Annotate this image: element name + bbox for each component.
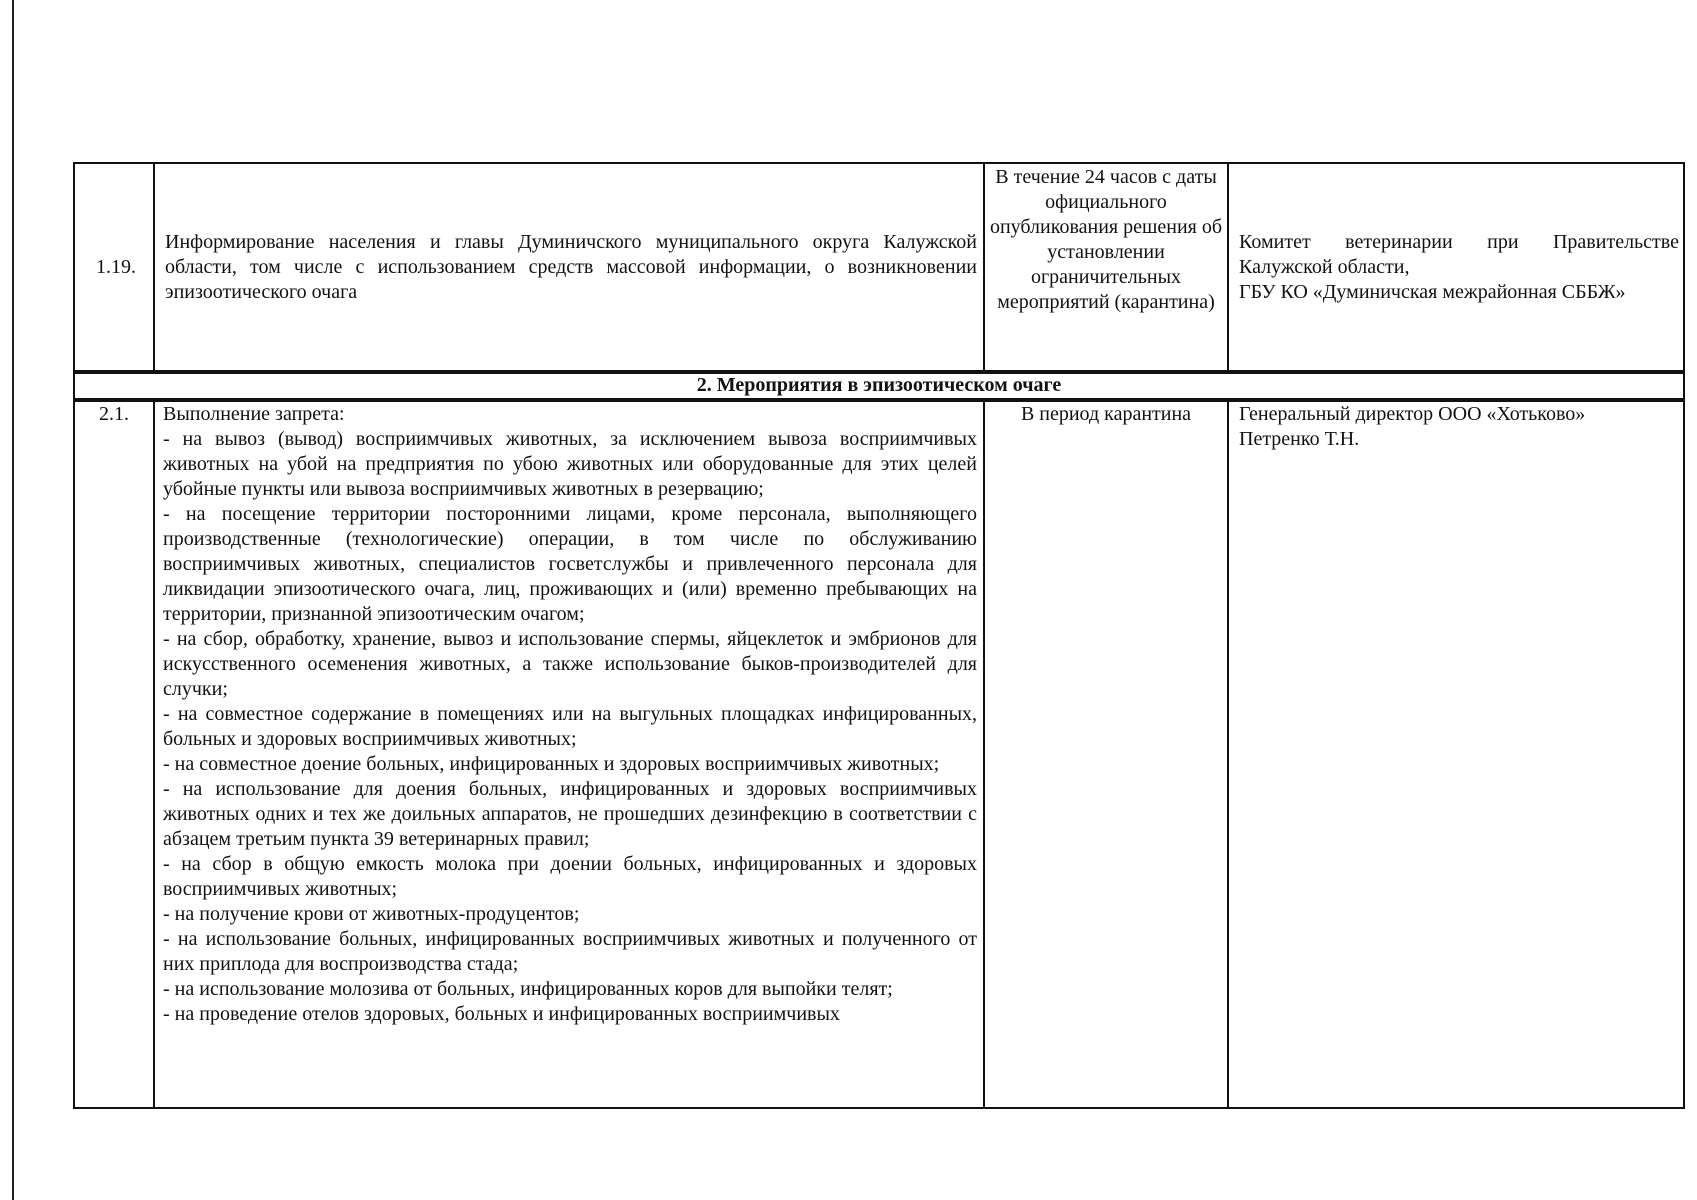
item-number: 1.19. [74,163,154,372]
measure-intro: Выполнение запрета: [163,403,345,425]
measure-item: - на сбор, обработку, хранение, вывоз и использование спермы, яйцеклеток и эмбрионов для искусственного осеменения животных, а также использование быков-производителей для случки; [163,628,977,700]
measure-item: - на сбор в общую емкость молока при доении больных, инфицированных и здоровых восприимчивых животных; [163,853,977,900]
table-row [74,163,1684,372]
responsible-line: Генеральный директор ООО «Хотьково» [1239,403,1586,425]
deadline: В период карантина [984,400,1228,1108]
measures-table [73,162,1685,1109]
responsible-line: Петренко Т.Н. [1239,428,1360,450]
page-margin-line [12,0,14,1200]
responsible-line: Комитет ветеринарии при Правительстве Калужской области, [1239,230,1679,278]
measure-item: - на использование для доения больных, инфицированных и здоровых восприимчивых животных одних и тех же доильных аппаратов, не прошедших дезинфекцию в соответствии с абзацем третьим пункта 39 ветеринарных правил; [163,778,977,850]
measure-item: - на получение крови от животных-продуцентов; [163,903,580,925]
measure-description [154,400,984,1108]
deadline: В течение 24 часов с даты официального опубликования решения об установлении ограничительных мероприятий (карантина) [984,163,1228,372]
responsible-line: ГБУ КО «Думиничская межрайонная СББЖ» [1239,280,1626,303]
table-row [74,400,1684,1108]
responsible-parties [1228,163,1684,372]
responsible-parties [1228,400,1684,1108]
measure-item: - на посещение территории посторонними лицами, кроме персонала, выполняющего производственные (технологические) операции, в том числе по обслуживанию восприимчивых животных, специалистов госветслужбы и привлеченного персонала для ликвидации эпизоотического очага, лиц, проживающих и (или) временно пребывающих на территории, признанной эпизоотическим очагом; [163,503,977,625]
measure-item: - на совместное содержание в помещениях или на выгульных площадках инфицированных, больных и здоровых восприимчивых животных; [163,703,977,750]
measure-item: - на использование больных, инфицированных восприимчивых животных и полученного от них приплода для воспроизводства стада; [163,928,977,975]
measure-item: - на проведение отелов здоровых, больных и инфицированных восприимчивых [163,1003,840,1025]
measure-item: - на совместное доение больных, инфицированных и здоровых восприимчивых животных; [163,753,940,775]
measure-description: Информирование населения и главы Думиничского муниципального округа Калужской области, том числе с использованием средств массовой информации, о возникновении эпизоотического очага [154,163,984,372]
measure-item: - на вывоз (вывод) восприимчивых животных, за исключением вывоза восприимчивых животных на убой на предприятия по убою животных или оборудованные для этих целей убойные пункты или вывоза восприимчивых животных в резервацию; [163,428,977,500]
measure-item: - на использование молозива от больных, инфицированных коров для выпойки телят; [163,978,893,1000]
item-number: 2.1. [74,400,154,1108]
section-title: 2. Мероприятия в эпизоотическом очаге [74,372,1684,400]
section-header-row [74,372,1684,400]
